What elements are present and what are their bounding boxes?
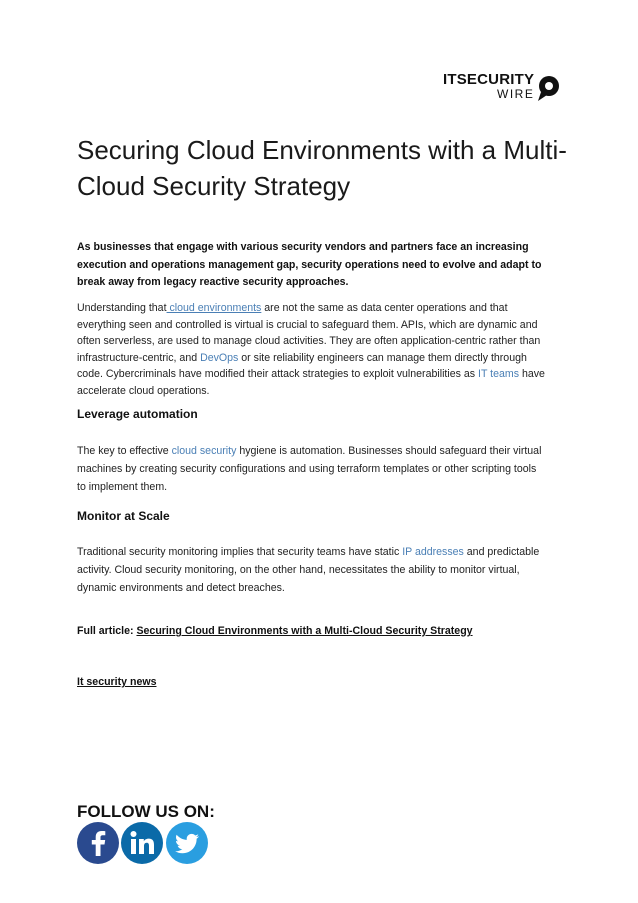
- full-article-label: Full article:: [77, 625, 137, 637]
- devops-link[interactable]: DevOps: [200, 351, 239, 364]
- monitor-text-2: and predictable activity. Cloud security monitoring, on the other hand, necessitates the ability to monitor virtual, dynamic environments and detect breaches.: [77, 546, 540, 594]
- cloud-environments-link[interactable]: cloud environments: [166, 302, 262, 314]
- ip-addresses-link[interactable]: IP addresses: [402, 546, 464, 558]
- follow-us-heading: FOLLOW US ON:: [77, 802, 215, 821]
- automation-text-1: The key to effective: [77, 445, 172, 457]
- it-teams-link[interactable]: IT teams: [478, 368, 520, 380]
- twitter-icon[interactable]: [166, 822, 208, 864]
- intro-text-4: have accelerate cloud operations.: [77, 368, 545, 397]
- intro-paragraph: [77, 300, 547, 399]
- logo-bubble-icon: [537, 74, 561, 102]
- monitor-paragraph: [77, 543, 547, 597]
- full-article-line: [77, 625, 473, 637]
- full-article-link[interactable]: Securing Cloud Environments with a Multi-Cloud Security Strategy: [136, 625, 473, 637]
- lead-paragraph: As businesses that engage with various security vendors and partners face an increasing execution and operations management gap, security operations need to evolve and adapt to break away from legacy reactive security approaches.: [77, 241, 542, 288]
- it-security-news-link[interactable]: It security news: [77, 676, 157, 688]
- news-line: [77, 676, 156, 688]
- intro-text-2: are not the same as data center operations and that everything seen and controlled is virtual is crucial to safeguard them. APIs, which are dynamic and often serverless, are used to manage cloud activities. They are often application-centric rather than infrastructure-centric, and: [77, 302, 541, 364]
- logo-top-text: ITSECURITY: [443, 71, 535, 88]
- cloud-security-link[interactable]: cloud security: [171, 445, 237, 457]
- intro-text-1: Understanding that: [77, 302, 167, 314]
- facebook-icon[interactable]: [77, 822, 119, 864]
- itsecuritywire-logo: [443, 72, 563, 104]
- automation-text-2: hygiene is automation. Businesses should safeguard their virtual machines by creating security configurations and using terraform templates or other scripting tools to implement them.: [77, 445, 542, 493]
- linkedin-icon[interactable]: [121, 822, 163, 864]
- monitor-text-1: Traditional security monitoring implies that security teams have static: [77, 546, 403, 558]
- page-title: Securing Cloud Environments with a Multi-Cloud Security Strategy: [77, 135, 567, 201]
- logo-bottom-text: WIRE: [497, 87, 535, 101]
- automation-paragraph: [77, 442, 547, 496]
- intro-text-3: or site reliability engineers can manage them directly through code. Cybercriminals have modified their attack strategies to exploit vulnerabilities as: [77, 351, 527, 380]
- heading-leverage-automation: Leverage automation: [77, 407, 198, 421]
- heading-monitor-at-scale: Monitor at Scale: [77, 509, 170, 523]
